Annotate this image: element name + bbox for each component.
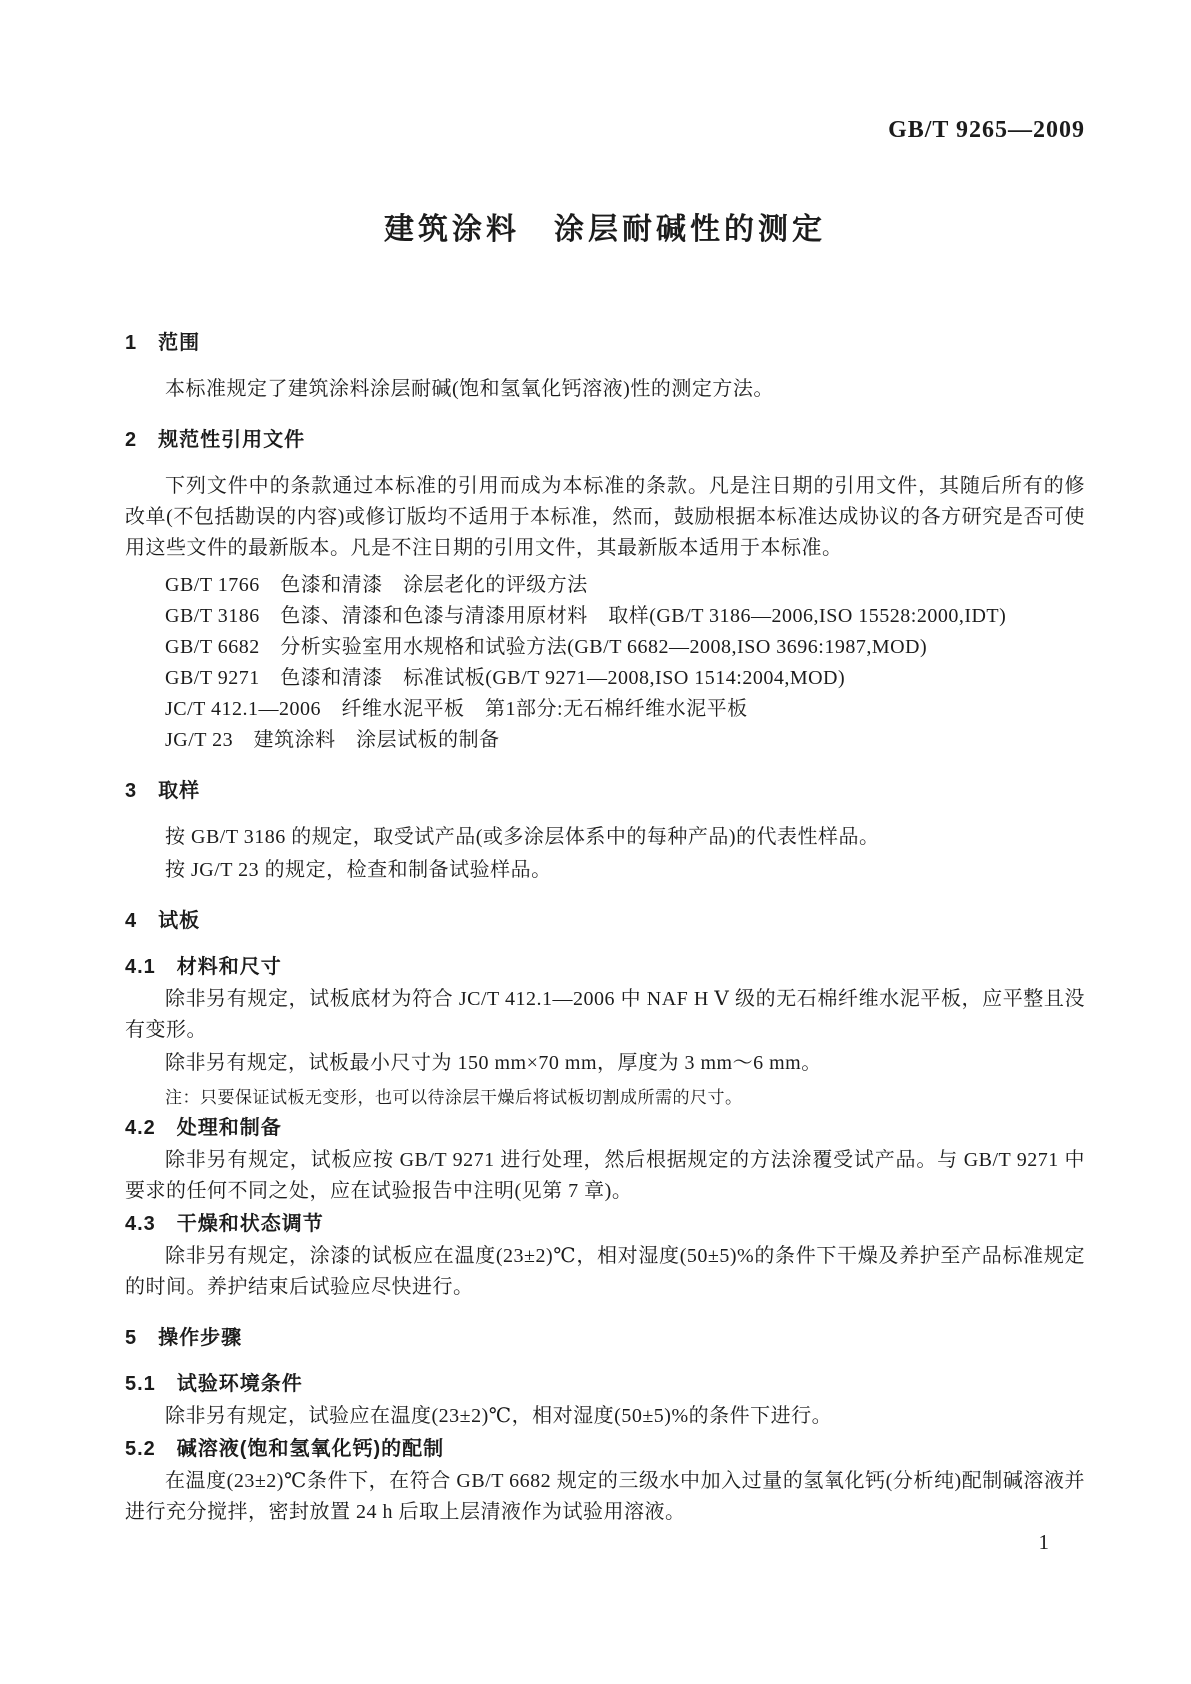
page-number: 1 [1038, 1530, 1049, 1554]
section-1-heading: 1 范围 [125, 332, 201, 354]
section-5-1-paragraph: 除非另有规定，试验应在温度(23±2)℃，相对湿度(50±5)%的条件下进行。 [165, 1405, 833, 1427]
section-5-2-paragraph: 在温度(23±2)℃条件下，在符合 GB/T 6682 规定的三级水中加入过量的氢氧化钙(分析纯)配制碱溶液并进行充分搅拌，密封放置 24 h 后取上层清液作为试验用溶液。 [125, 1470, 1085, 1523]
section-5-2-heading: 5.2 碱溶液(饱和氢氧化钙)的配制 [125, 1438, 445, 1460]
standard-code: GB/T 9265—2009 [888, 117, 1085, 143]
section-3-paragraph-2: 按 JG/T 23 的规定，检查和制备试验样品。 [165, 859, 552, 881]
section-1-paragraph: 本标准规定了建筑涂料涂层耐碱(饱和氢氧化钙溶液)性的测定方法。 [165, 378, 774, 400]
section-4-3-heading: 4.3 干燥和状态调节 [125, 1213, 324, 1235]
section-4-1-note: 注：只要保证试板无变形，也可以待涂层干燥后将试板切割成所需的尺寸。 [165, 1088, 743, 1107]
reference-item: GB/T 9271 色漆和清漆 标准试板(GB/T 9271—2008,ISO 1514:2004,MOD) [165, 667, 846, 689]
section-4-1-paragraph-1: 除非另有规定，试板底材为符合 JC/T 412.1—2006 中 NAF H Ⅴ 级的无石棉纤维水泥平板，应平整且没有变形。 [125, 988, 1085, 1041]
section-4-2-paragraph: 除非另有规定，试板应按 GB/T 9271 进行处理，然后根据规定的方法涂覆受试产品。与 GB/T 9271 中要求的任何不同之处，应在试验报告中注明(见第 7 章)。 [125, 1149, 1085, 1202]
section-4-heading: 4 试板 [125, 910, 201, 932]
reference-item: GB/T 3186 色漆、清漆和色漆与清漆用原材料 取样(GB/T 3186—2006,ISO 15528:2000,IDT) [165, 605, 1007, 627]
section-3-heading: 3 取样 [125, 780, 201, 802]
section-5-heading: 5 操作步骤 [125, 1327, 243, 1349]
section-4-3-paragraph: 除非另有规定，涂漆的试板应在温度(23±2)℃，相对湿度(50±5)%的条件下干燥及养护至产品标准规定的时间。养护结束后试验应尽快进行。 [125, 1245, 1085, 1298]
section-4-2-heading: 4.2 处理和制备 [125, 1117, 282, 1139]
normative-references-list [125, 570, 1085, 756]
reference-item: JG/T 23 建筑涂料 涂层试板的制备 [165, 729, 500, 751]
section-3-paragraph-1: 按 GB/T 3186 的规定，取受试产品(或多涂层体系中的每种产品)的代表性样品。 [165, 826, 880, 848]
document-title: 建筑涂料 涂层耐碱性的测定 [384, 213, 826, 246]
reference-item: GB/T 1766 色漆和清漆 涂层老化的评级方法 [165, 574, 588, 596]
section-4-1-heading: 4.1 材料和尺寸 [125, 956, 282, 978]
section-4-1-paragraph-2: 除非另有规定，试板最小尺寸为 150 mm×70 mm，厚度为 3 mm～6 mm。 [165, 1052, 822, 1074]
section-2-intro-paragraph: 下列文件中的条款通过本标准的引用而成为本标准的条款。凡是注日期的引用文件，其随后所有的修改单(不包括勘误的内容)或修订版均不适用于本标准，然而，鼓励根据本标准达成协议的各方研究是否可使用这些文件的最新版本。凡是不注日期的引用文件，其最新版本适用于本标准。 [125, 475, 1085, 559]
section-2-heading: 2 规范性引用文件 [125, 429, 306, 451]
reference-item: GB/T 6682 分析实验室用水规格和试验方法(GB/T 6682—2008,ISO 3696:1987,MOD) [165, 636, 928, 658]
section-5-1-heading: 5.1 试验环境条件 [125, 1373, 303, 1395]
reference-item: JC/T 412.1—2006 纤维水泥平板 第1部分:无石棉纤维水泥平板 [165, 698, 748, 720]
